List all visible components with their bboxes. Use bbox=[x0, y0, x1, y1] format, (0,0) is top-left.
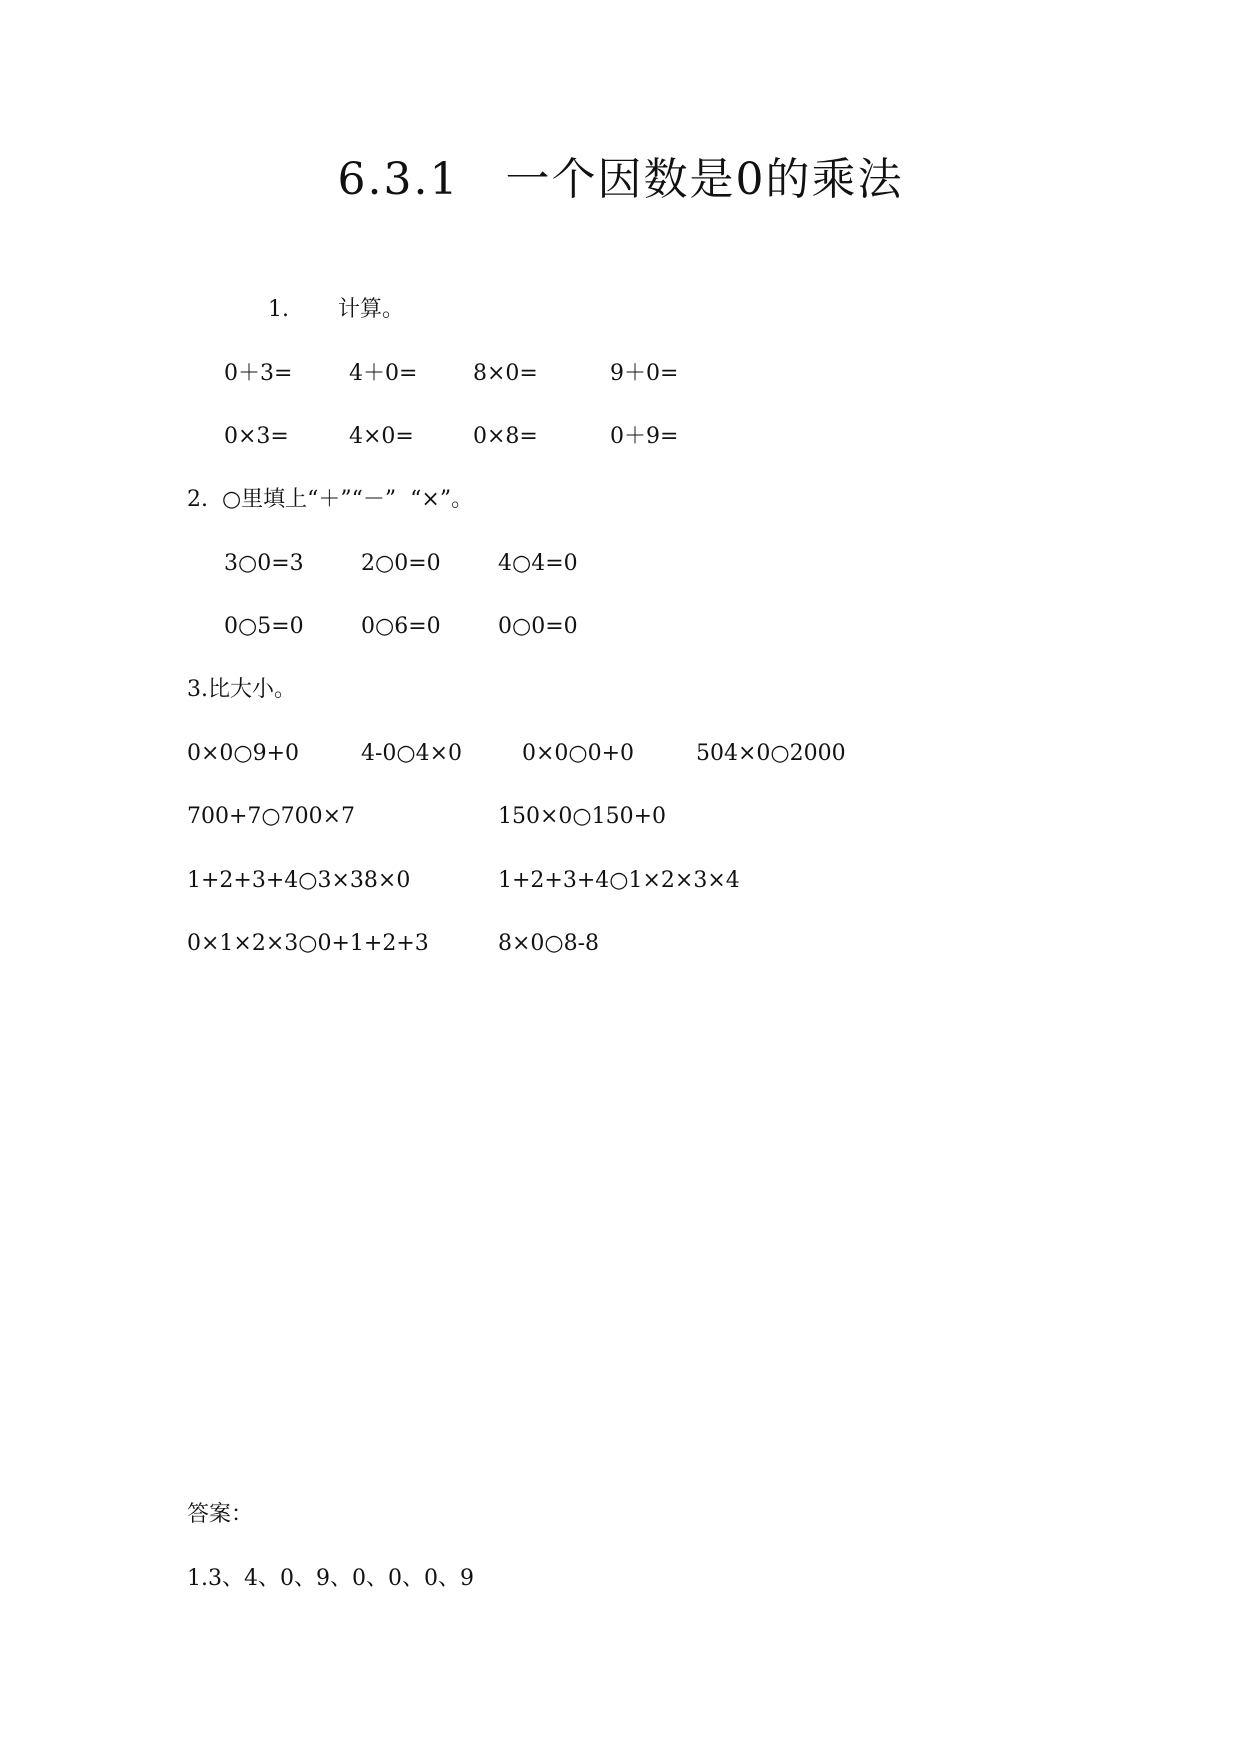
q2-row1-item-2: 2○0=0 bbox=[361, 551, 441, 576]
q3-row4-item-1: 0×1×2×3○0+1+2+3 bbox=[187, 931, 429, 956]
q3-row2-item-2: 150×0○150+0 bbox=[498, 804, 667, 829]
q3-row1-item-1: 0×0○9+0 bbox=[187, 741, 300, 766]
q1-number: 1. bbox=[268, 297, 289, 322]
q1-row1-item-3: 8×0= bbox=[473, 361, 538, 386]
q2-heading: 2. ○里填上“＋”“－” “×”。 bbox=[187, 487, 474, 512]
q2-row2-item-3: 0○0=0 bbox=[498, 614, 578, 639]
q3-row2-item-1: 700+7○700×7 bbox=[187, 804, 356, 829]
q3-row3-item-2: 1+2+3+4○1×2×3×4 bbox=[498, 868, 740, 893]
q1-row2-item-1: 0×3= bbox=[224, 424, 289, 449]
q3-row1-item-4: 504×0○2000 bbox=[696, 741, 846, 766]
q1-heading: 计算。 bbox=[338, 297, 405, 322]
q2-row2-item-2: 0○6=0 bbox=[361, 614, 441, 639]
answers-line-1: 1.3、4、0、9、0、0、0、9 bbox=[187, 1566, 474, 1591]
q1-row1-item-1: 0＋3= bbox=[224, 361, 293, 386]
q2-row2-item-1: 0○5=0 bbox=[224, 614, 304, 639]
q1-row1-item-2: 4＋0= bbox=[349, 361, 418, 386]
q3-row1-item-2: 4-0○4×0 bbox=[361, 741, 463, 766]
page-title: 6.3.1 一个因数是0的乘法 bbox=[337, 154, 904, 205]
q1-row2-item-3: 0×8= bbox=[473, 424, 538, 449]
q2-row1-item-3: 4○4=0 bbox=[498, 551, 578, 576]
q3-heading: 3.比大小。 bbox=[187, 677, 296, 702]
q1-row2-item-4: 0＋9= bbox=[610, 424, 679, 449]
q1-row2-item-2: 4×0= bbox=[349, 424, 414, 449]
answers-heading: 答案： bbox=[187, 1502, 254, 1527]
q1-row1-item-4: 9＋0= bbox=[610, 361, 679, 386]
q3-row3-item-1: 1+2+3+4○3×38×0 bbox=[187, 868, 411, 893]
q3-row1-item-3: 0×0○0+0 bbox=[522, 741, 635, 766]
q3-row4-item-2: 8×0○8-8 bbox=[498, 931, 600, 956]
q2-row1-item-1: 3○0=3 bbox=[224, 551, 304, 576]
